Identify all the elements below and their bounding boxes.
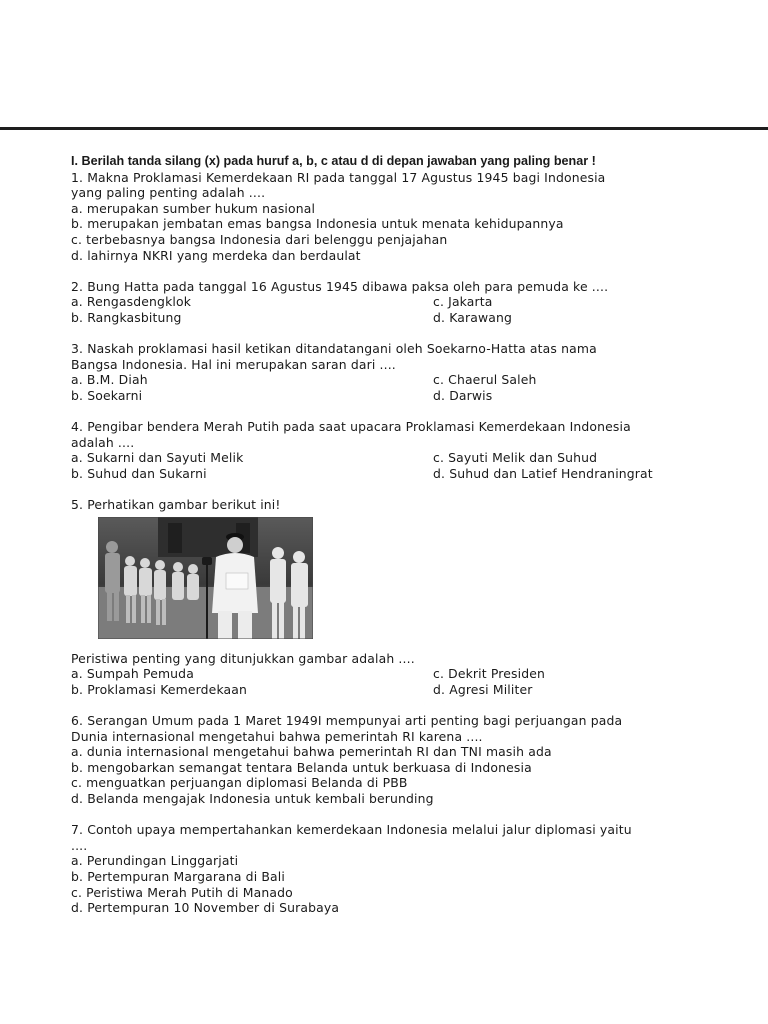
question-stem: 6. Serangan Umum pada 1 Maret 1949I mempunyai arti penting bagi perjuangan pada [71,713,623,729]
question-1 [71,170,711,264]
question-stem: Bangsa Indonesia. Hal ini merupakan saran dari .... [71,356,396,372]
answer-option-a[interactable]: a. Rengasdengklok [71,294,192,310]
answer-option-d[interactable]: d. Suhud dan Latief Hendraningrat [433,465,653,481]
question-stem: Dunia internasional mengetahui bahwa pemerintah RI karena .... [71,728,483,744]
proclamation-photo [98,517,313,639]
question-stem: 1. Makna Proklamasi Kemerdekaan RI pada tanggal 17 Agustus 1945 bagi Indonesia [71,169,606,185]
answer-option-b[interactable]: b. Proklamasi Kemerdekaan [71,681,248,697]
answer-option-c[interactable]: c. Peristiwa Merah Putih di Manado [71,884,293,900]
question-stem: 3. Naskah proklamasi hasil ketikan ditandatangani oleh Soekarno-Hatta atas nama [71,341,597,357]
answer-option-a[interactable]: a. dunia internasional mengetahui bahwa pemerintah RI dan TNI masih ada [71,744,552,760]
answer-option-a[interactable]: a. B.M. Diah [71,372,148,388]
answer-option-c[interactable]: c. Sayuti Melik dan Suhud [433,450,598,466]
question-stem: 5. Perhatikan gambar berikut ini! [71,497,281,513]
question-2 [71,279,711,326]
answer-option-c[interactable]: c. terbebasnya bangsa Indonesia dari belenggu penjajahan [71,231,448,247]
answer-option-b[interactable]: b. Pertempuran Margarana di Bali [71,868,285,884]
answer-option-b[interactable]: b. Rangkasbitung [71,309,182,325]
worksheet [71,154,711,916]
answer-option-d[interactable]: d. Pertempuran 10 November di Surabaya [71,900,340,916]
answer-option-d[interactable]: d. Darwis [433,387,493,403]
question-stem: adalah .... [71,434,135,450]
question-3 [71,341,711,403]
question-7 [71,822,711,916]
header-rule [0,127,768,130]
answer-option-c[interactable]: c. Chaerul Saleh [433,372,537,388]
question-stem: 7. Contoh upaya mempertahankan kemerdekaan Indonesia melalui jalur diplomasi yaitu [71,822,632,838]
answer-option-a[interactable]: a. Sukarni dan Sayuti Melik [71,450,244,466]
question-followup: Peristiwa penting yang ditunjukkan gambar adalah .... [71,650,415,666]
answer-option-d[interactable]: d. lahirnya NKRI yang merdeka dan berdaulat [71,247,361,263]
answer-option-c[interactable]: c. menguatkan perjuangan diplomasi Belanda di PBB [71,775,408,791]
question-stem: .... [71,837,88,853]
answer-option-c[interactable]: c. Dekrit Presiden [433,666,546,682]
answer-option-b[interactable]: b. mengobarkan semangat tentara Belanda untuk berkuasa di Indonesia [71,759,532,775]
question-5 [71,497,711,697]
answer-option-d[interactable]: d. Belanda mengajak Indonesia untuk kembali berunding [71,791,434,806]
answer-option-b[interactable]: b. merupakan jembatan emas bangsa Indonesia untuk menata kehidupannya [71,216,564,232]
question-stem: 2. Bung Hatta pada tanggal 16 Agustus 1945 dibawa paksa oleh para pemuda ke .... [71,278,609,294]
answer-option-c[interactable]: c. Jakarta [433,294,493,310]
answer-option-b[interactable]: b. Soekarni [71,387,143,403]
answer-option-b[interactable]: b. Suhud dan Sukarni [71,465,207,481]
question-stem: 4. Pengibar bendera Merah Putih pada saat upacara Proklamasi Kemerdekaan Indonesia [71,419,631,435]
question-stem: yang paling penting adalah .... [71,185,266,201]
answer-option-a[interactable]: a. Sumpah Pemuda [71,666,194,682]
answer-option-a[interactable]: a. merupakan sumber hukum nasional [71,200,316,216]
section-instruction: I. Berilah tanda silang (x) pada huruf a, b, c atau d di depan jawaban yang paling benar ! [71,154,596,168]
question-4 [71,419,711,481]
answer-option-d[interactable]: d. Agresi Militer [433,681,533,697]
answer-option-a[interactable]: a. Perundingan Linggarjati [71,853,239,869]
question-6 [71,713,711,807]
answer-option-d[interactable]: d. Karawang [433,309,513,325]
